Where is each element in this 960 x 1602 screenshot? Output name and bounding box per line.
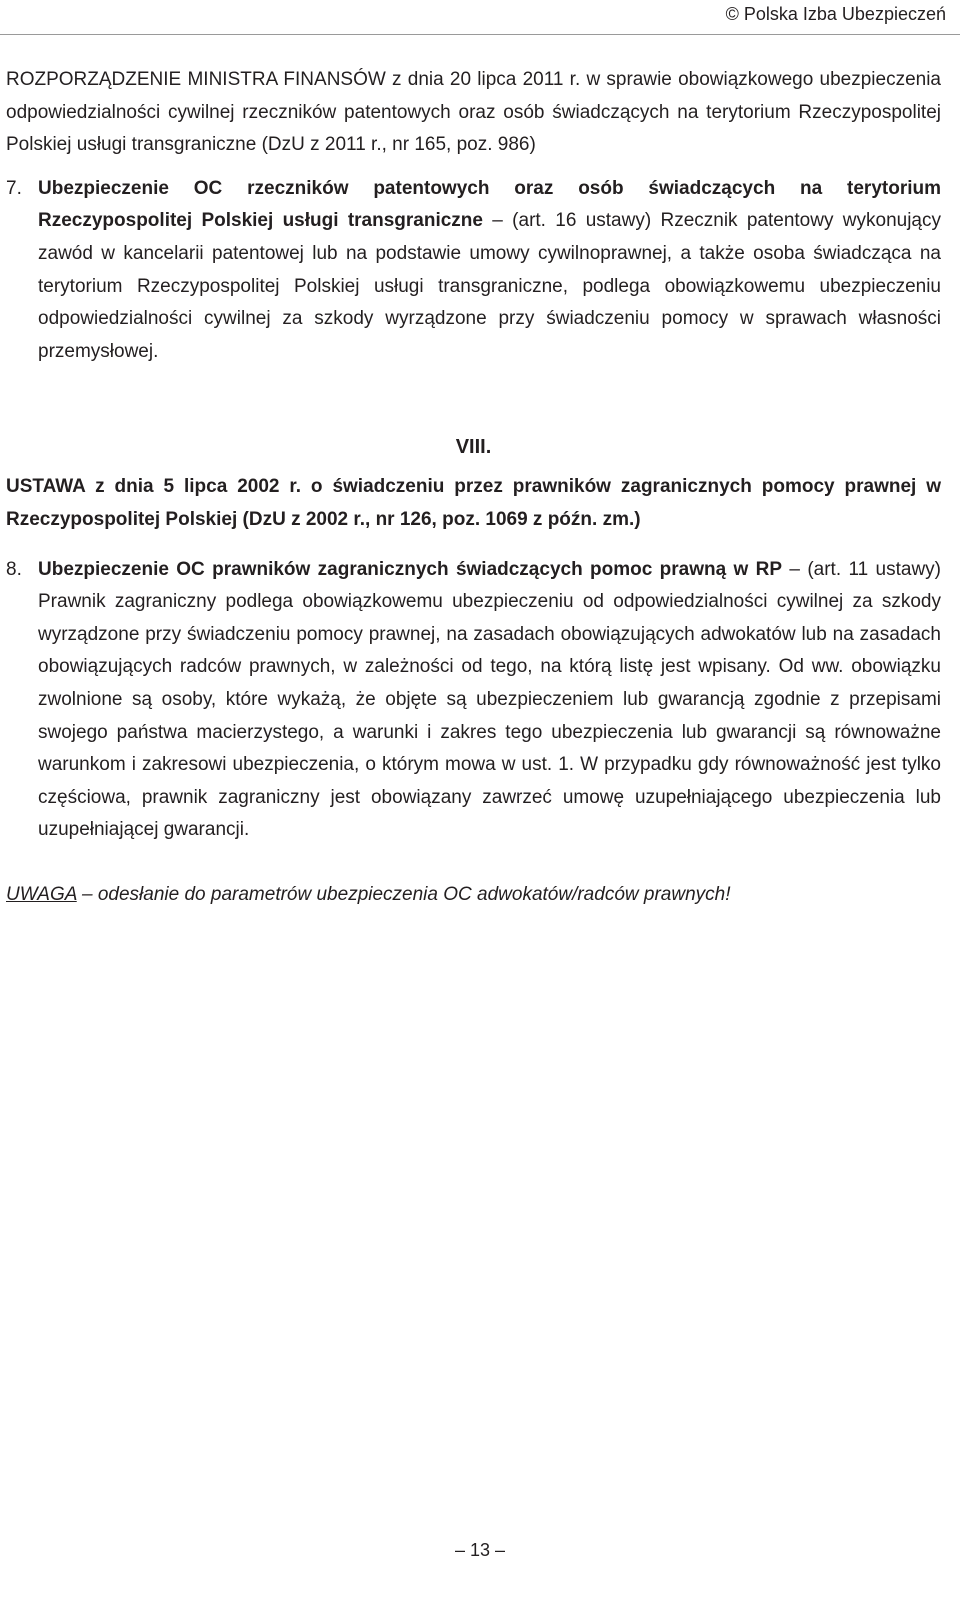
act-title-text: USTAWA z dnia 5 lipca 2002 r. o świadczeniu przez prawników zagranicznych pomocy prawnej w Rzeczypospolitej Polskiej (DzU z 2002 r., nr 126, poz. 1069 z późn. zm.) bbox=[6, 476, 941, 530]
note-label: UWAGA bbox=[6, 883, 77, 905]
note bbox=[6, 879, 941, 911]
item-7-number: 7. bbox=[6, 177, 22, 199]
item-7-paragraph bbox=[38, 173, 941, 369]
item-7-body bbox=[38, 173, 941, 369]
note-text: – odesłanie do parametrów ubezpieczenia OC adwokatów/radców prawnych! bbox=[76, 883, 731, 905]
regulation-title bbox=[6, 64, 941, 162]
section-heading-viii: VIII. bbox=[455, 436, 492, 459]
header-divider bbox=[0, 34, 960, 35]
item-8 bbox=[6, 554, 941, 847]
item-7 bbox=[6, 173, 941, 369]
document-body bbox=[6, 64, 941, 911]
item-8-number: 8. bbox=[6, 558, 22, 580]
item-8-text: – (art. 11 ustawy) Prawnik zagraniczny podlega obowiązkowemu ubezpieczeniu od odpowiedzialności cywilnej za szkody wyrządzone przy świadczeniu pomocy prawnej, na zasadach obowiązujących adwokatów lub na zasadach obowiązujących radców prawnych, w zależności od tego, na którą listę jest wpisany. Od ww. obowiązku zwolnione są osoby, które wykażą, że objęte są ubezpieczeniem lub gwarancją zgodnie z przepisami swojego państwa macierzystego, a warunki i zakres tego ubezpieczenia lub gwarancji są równoważne warunkom i zakresowi ubezpieczenia, o którym mowa w ust. 1. W przypadku gdy równoważność jest tylko częściowa, prawnik zagraniczny jest obowiązany zawrzeć umowę uzupełniającego ubezpieczenia lub uzupełniającej gwarancji. bbox=[38, 558, 941, 841]
item-8-heading: Ubezpieczenie OC prawników zagranicznych świadczących pomoc prawną w RP bbox=[38, 558, 783, 580]
page-number: – 13 – bbox=[454, 1540, 506, 1560]
act-title bbox=[6, 471, 941, 536]
page-header bbox=[0, 0, 960, 36]
item-8-body bbox=[38, 554, 941, 847]
spacer bbox=[6, 368, 941, 431]
item-7-text: – (art. 16 ustawy) Rzecznik patentowy wykonujący zawód w kancelarii patentowej lub na podstawie umowy cywilnoprawnej, a także osoba świadcząca na terytorium Rzeczypospolitej Polskiej usługi transgraniczne, podlega obowiązkowemu ubezpieczeniu odpowiedzialności cywilnej za szkody wyrządzone przy świadczeniu pomocy w sprawach własności przemysłowej. bbox=[38, 210, 941, 362]
item-8-paragraph bbox=[38, 554, 941, 847]
copyright-text: © Polska Izba Ubezpieczeń bbox=[725, 4, 946, 24]
item-7-heading: Ubezpieczenie OC rzeczników patentowych oraz osób świadczących na terytorium Rzeczypospolitej Polskiej usługi transgraniczne bbox=[38, 177, 941, 232]
regulation-title-text: ROZPORZĄDZENIE MINISTRA FINANSÓW z dnia 20 lipca 2011 r. w sprawie obowiązkowego ubezpieczenia odpowiedzialności cywilnej rzeczników patentowych oraz osób świadczących na terytorium Rzeczypospolitej Polskiej usługi transgraniczne (DzU z 2011 r., nr 165, poz. 986) bbox=[6, 69, 941, 156]
